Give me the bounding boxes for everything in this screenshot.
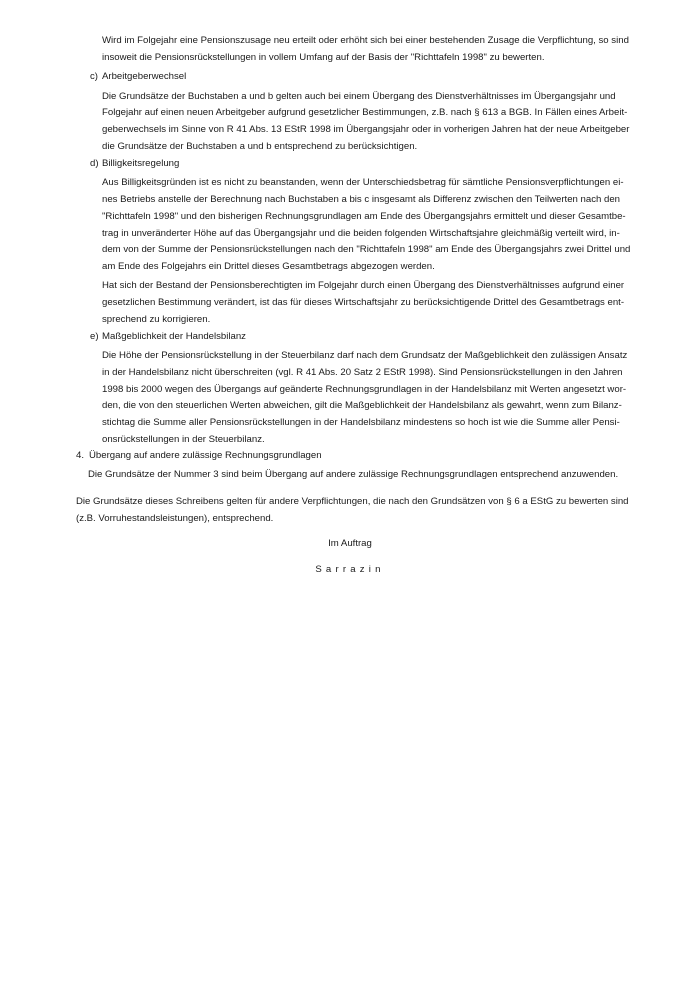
signature-authority: Im Auftrag — [328, 538, 372, 549]
section-c-line: die Grundsätze der Buchstaben a und b entsprechend zu berücksichtigen. — [102, 141, 418, 152]
section-4-line: Die Grundsätze der Nummer 3 sind beim Übergang auf andere zulässige Rechnungsgrundlagen entsprechend anzuwenden. — [88, 469, 619, 480]
section-e-line: stichtag die Summe aller Pensionsrückstellungen in der Handelsbilanz mindestens so hoch ist wie die Summe aller Pensi- — [102, 417, 620, 428]
section-e-line: Die Höhe der Pensionsrückstellung in der Steuerbilanz darf nach dem Grundsatz der Maßgeblichkeit den zulässigen Ansatz — [102, 350, 628, 361]
section-c-line: Die Grundsätze der Buchstaben a und b gelten auch bei einem Übergang des Dienstverhältnisses im Übergangsjahr und — [102, 91, 616, 102]
section-e-line: onsrückstellungen in der Steuerbilanz. — [102, 434, 265, 445]
section-c-marker: c) — [90, 71, 98, 82]
section-e-marker: e) — [90, 331, 99, 342]
section-d-line: Aus Billigkeitsgründen ist es nicht zu beanstanden, wenn der Unterschiedsbetrag für sämtliche Pensionsverpflichtungen ei- — [102, 177, 624, 188]
section-c-line: Folgejahr auf einen neuen Arbeitgeber aufgrund gesetzlicher Bestimmungen, z.B. nach § 613 a BGB. In Fällen eines Arbeit- — [102, 107, 628, 118]
section-d-line: sprechend zu korrigieren. — [102, 314, 211, 325]
section-d-heading: Billigkeitsregelung — [102, 158, 180, 169]
section-4-heading: Übergang auf andere zulässige Rechnungsgrundlagen — [89, 450, 322, 461]
section-e-line: 1998 bis 2000 wegen des Übergangs auf geänderte Rechnungsgrundlagen in der Handelsbilanz mit Werten angesetzt wor- — [102, 384, 627, 395]
section-c-heading: Arbeitgeberwechsel — [102, 71, 187, 82]
intro-line: Wird im Folgejahr eine Pensionszusage neu erteilt oder erhöht sich bei einer bestehenden Zusage die Verpflichtung, so sind — [102, 35, 629, 46]
section-d-line: Hat sich der Bestand der Pensionsberechtigten im Folgejahr durch einen Übergang des Dienstverhältnisses aufgrund einer — [102, 280, 625, 291]
section-4-marker: 4. — [76, 450, 85, 461]
section-d-line: trag in unveränderter Höhe auf das Übergangsjahr und die beiden folgenden Wirtschaftsjahre gleichmäßig verteilt wird, in- — [102, 228, 620, 239]
signature-name: Sarrazin — [315, 564, 385, 575]
section-d-line: "Richttafeln 1998" und den bisherigen Rechnungsgrundlagen am Ende des Übergangsjahrs ermittelt und dieser Gesamtbe- — [102, 211, 626, 222]
section-c-line: geberwechsels im Sinne von R 41 Abs. 13 EStR 1998 im Übergangsjahr oder in vorherigen Jahren hat der neue Arbeitgeber — [102, 124, 630, 135]
section-d-line: dem von der Summe der Pensionsrückstellungen nach den "Richttafeln 1998" am Ende des Übergangsjahrs zwei Drittel und — [102, 244, 631, 255]
section-e-line: den, die von den steuerlichen Werten abweichen, gilt die Maßgeblichkeit der Handelsbilanz als gewahrt, wenn zum Bilanz- — [102, 400, 622, 411]
closing-line: Die Grundsätze dieses Schreibens gelten für andere Verpflichtungen, die nach den Grundsätzen von § 6 a EStG zu bewerten sind — [76, 496, 629, 507]
section-e-line: in der Handelsbilanz nicht überschreiten (vgl. R 41 Abs. 20 Satz 2 EStR 1998). Sind Pensionsrückstellungen in den Jahren — [102, 367, 623, 378]
section-d-marker: d) — [90, 158, 99, 169]
section-d-line: gesetzlichen Bestimmung verändert, ist das für dieses Wirtschaftsjahr zu berücksichtigende Drittel des Gesamtbetrags ent- — [102, 297, 625, 308]
section-d-line: am Ende des Folgejahrs ein Drittel dieses Gesamtbetrags abgezogen werden. — [102, 261, 435, 272]
intro-line: insoweit die Pensionsrückstellungen in vollem Umfang auf der Basis der "Richttafeln 1998" zu bewerten. — [102, 52, 545, 63]
closing-line: (z.B. Vorruhestandsleistungen), entsprechend. — [76, 513, 274, 524]
section-e-heading: Maßgeblichkeit der Handelsbilanz — [102, 331, 246, 342]
section-d-line: nes Betriebs anstelle der Berechnung nach Buchstaben a bis c insgesamt als Differenz zwischen den Teilwerten nach den — [102, 194, 621, 205]
